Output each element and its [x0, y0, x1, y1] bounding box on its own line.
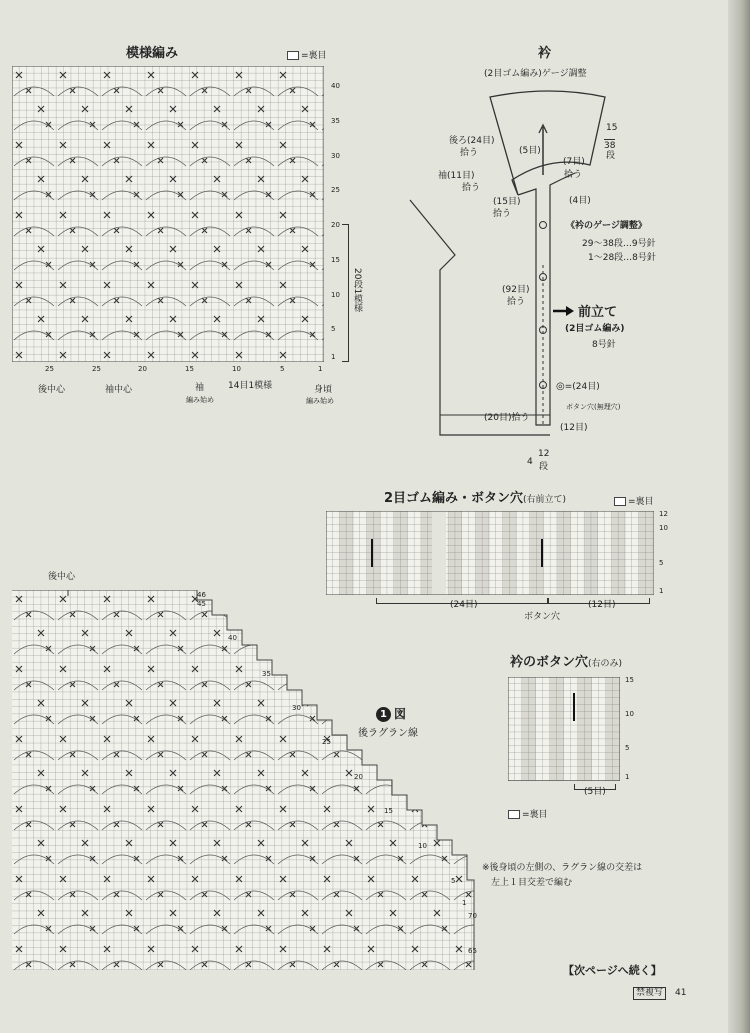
- figure-label: 図: [394, 707, 407, 721]
- pattern-row-tick-25: 25: [331, 186, 340, 194]
- collar-btn-legend: [508, 810, 548, 820]
- rib-row-tick-12: 12: [659, 510, 668, 518]
- pattern-row-tick-10: 10: [331, 291, 340, 299]
- stitch-7-label: (7目): [563, 157, 585, 167]
- repeat-rows-bracket: [342, 224, 349, 362]
- rows-38-label: 38: [604, 141, 616, 151]
- raglan-row-tick-65: 65: [468, 947, 477, 955]
- pick-sleeve-label-2: 拾う: [462, 183, 481, 193]
- gauge-title: 《衿のゲージ調整》: [566, 221, 647, 231]
- front-band-needle: 8号針: [592, 340, 616, 350]
- rib-title-sub: (右前立て): [523, 495, 567, 505]
- button-note-text: =(24目): [564, 382, 600, 392]
- stitch-92-label-2: 拾う: [507, 297, 526, 307]
- body-start-label-2: 編み始め: [306, 397, 334, 405]
- rib-buttonhole-label: ボタン穴: [524, 612, 561, 622]
- raglan-row-tick-10: 10: [418, 842, 427, 850]
- pick-back-label-2: 拾う: [460, 148, 479, 158]
- pattern-row-tick-1: 1: [331, 353, 336, 361]
- collar-btn-grid: [508, 677, 620, 781]
- rib-title-main: 2目ゴム編み・ボタン穴: [384, 491, 524, 506]
- repeat-rows-label: 20段1模様: [352, 268, 362, 313]
- stitch-20-label: (20目)拾う: [484, 413, 530, 423]
- bottom-12-label: 12: [538, 449, 550, 459]
- collar-subtitle-a: (2目ゴム編み): [484, 69, 542, 79]
- collar-btn-title-main: 衿のボタン穴: [510, 655, 589, 670]
- rib-chart-grid: [326, 511, 654, 595]
- rows-15-label: 15: [606, 123, 618, 133]
- purl-symbol-icon: [508, 810, 520, 819]
- raglan-row-tick-70: 70: [468, 912, 477, 920]
- pattern-row-tick-15: 15: [331, 256, 340, 264]
- pattern-row-tick-5: 5: [331, 325, 336, 333]
- repeat-cols-label: 14目1模様: [228, 381, 273, 391]
- collar-btn-row-tick-5: 5: [625, 744, 630, 752]
- raglan-row-tick-25: 25: [322, 738, 331, 746]
- stitch-7-label-2: 拾う: [564, 170, 583, 180]
- pick-back-label: 後ろ(24目): [449, 136, 495, 146]
- rib-legend-text: =裏目: [628, 497, 654, 507]
- collar-btn-5-label: (5目): [584, 787, 606, 797]
- back-center-label: 後中心: [38, 385, 66, 395]
- page-spine-shadow: [728, 0, 750, 1033]
- raglan-back-center-label: 後中心: [48, 572, 76, 582]
- pattern-col-tick-5: 5: [280, 365, 285, 373]
- pattern-legend: [287, 51, 327, 61]
- collar-title: 衿: [538, 46, 552, 61]
- stitch-4-label: (4目): [569, 196, 591, 206]
- raglan-note-2: 左上１目交差で編む: [491, 878, 573, 888]
- raglan-row-tick-35: 35: [262, 670, 271, 678]
- gauge-line-2: 1〜28段…8号針: [588, 253, 656, 263]
- gauge-line-1: 29〜38段…9号針: [582, 239, 656, 249]
- raglan-caption: 後ラグラン線: [358, 728, 418, 739]
- sleeve-center-label: 袖中心: [105, 385, 133, 395]
- rib-row-tick-1: 1: [659, 587, 664, 595]
- button-note: [556, 382, 600, 392]
- purl-symbol-icon: [287, 51, 299, 60]
- raglan-row-tick-1: 1: [462, 899, 467, 907]
- page-number: 41: [675, 988, 687, 998]
- raglan-row-tick-46: 46: [197, 591, 206, 599]
- rib-24-label: (24目): [450, 600, 478, 610]
- pattern-legend-text: =裏目: [301, 51, 327, 61]
- collar-subtitle: [484, 70, 587, 79]
- sleeve-start-label: 袖: [195, 383, 205, 393]
- pattern-col-tick-20: 20: [138, 365, 147, 373]
- front-band-subtitle: (2目ゴム編み): [565, 324, 625, 334]
- pattern-chart-grid: [12, 66, 324, 362]
- collar-btn-title: [510, 656, 622, 669]
- purl-symbol-icon: [614, 497, 626, 506]
- raglan-row-tick-30: 30: [292, 704, 301, 712]
- raglan-row-tick-40: 40: [228, 634, 237, 642]
- raglan-row-tick-45: 45: [197, 600, 206, 608]
- pattern-row-tick-40: 40: [331, 82, 340, 90]
- button-symbol-icon: ◎: [556, 381, 565, 392]
- stitch-15-label-2: 拾う: [493, 209, 512, 219]
- pick-sleeve-label: 袖(11目): [438, 171, 475, 181]
- collar-btn-row-tick-10: 10: [625, 710, 634, 718]
- pattern-col-tick-15: 15: [185, 365, 194, 373]
- stitch-15-label: (15目): [493, 197, 521, 207]
- pattern-title: 模様編み: [126, 46, 179, 61]
- stitch-92-label: (92目): [502, 285, 530, 295]
- collar-btn-legend-text: =裏目: [522, 810, 548, 820]
- buttonhole-label: ボタン穴(無理穴): [566, 403, 621, 411]
- collar-btn-row-tick-1: 1: [625, 773, 630, 781]
- pattern-col-tick-25b: 25: [92, 365, 101, 373]
- rib-legend: [614, 497, 654, 507]
- bottom-4-label: 4: [527, 457, 533, 467]
- rib-row-tick-10: 10: [659, 524, 668, 532]
- raglan-row-tick-5: 5: [451, 877, 456, 885]
- collar-subtitle-b: ゲージ調整: [541, 69, 587, 79]
- pattern-row-tick-30: 30: [331, 152, 340, 160]
- stitch-5-label: (5目): [519, 146, 541, 156]
- collar-btn-row-tick-15: 15: [625, 676, 634, 684]
- continue-label: 【次ページへ続く】: [563, 964, 662, 977]
- raglan-note-1: ※後身頃の左側の、ラグラン線の交差は: [482, 863, 643, 873]
- pattern-col-tick-10: 10: [232, 365, 241, 373]
- pattern-row-tick-35: 35: [331, 117, 340, 125]
- rib-title: [384, 492, 566, 505]
- collar-btn-title-sub: (右のみ): [588, 659, 623, 669]
- rib-12-label: (12目): [588, 600, 616, 610]
- rows-unit-label: 段: [606, 151, 616, 161]
- front-band-title: 前立て: [578, 305, 618, 320]
- copyright-mark: 禁複写: [633, 987, 666, 1000]
- pattern-row-tick-20: 20: [331, 221, 340, 229]
- raglan-row-tick-15: 15: [384, 807, 393, 815]
- rib-row-tick-5: 5: [659, 559, 664, 567]
- pattern-col-tick-25a: 25: [45, 365, 54, 373]
- body-start-label: 身頃: [314, 385, 333, 395]
- figure-number-badge: 1: [376, 707, 391, 722]
- bottom-unit-label: 段: [539, 462, 549, 472]
- raglan-row-tick-20: 20: [354, 773, 363, 781]
- sleeve-start-label-2: 編み始め: [186, 396, 214, 404]
- stitch-12-label: (12目): [560, 423, 588, 433]
- pattern-col-tick-1: 1: [318, 365, 323, 373]
- raglan-chart-grid: [12, 590, 482, 970]
